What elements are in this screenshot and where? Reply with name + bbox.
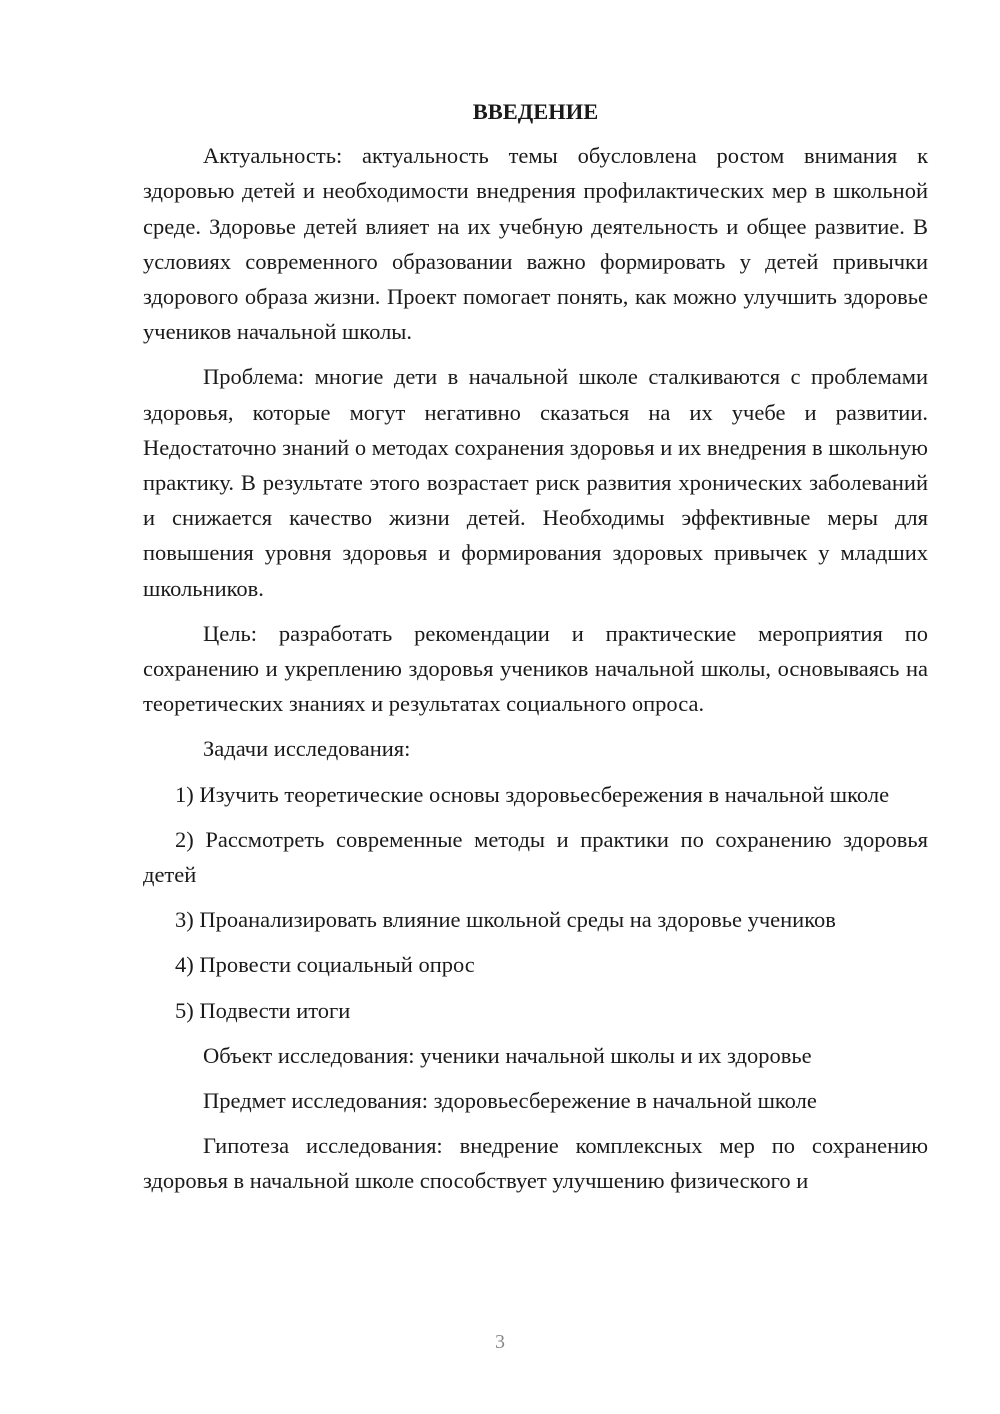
- task-item-5: 5) Подвести итоги: [175, 997, 351, 1023]
- tasks-title: Задачи исследования:: [203, 736, 411, 762]
- page-content: [143, 94, 928, 1209]
- paragraph-relevance: Актуальность: актуальность темы обусловлена ростом внимания к здоровью детей и необходимости внедрения профилактических мер в школьной среде. Здоровье детей влияет на их учебную деятельность и общее развитие. В условиях современного образовании важно формировать у детей привычки здорового образа жизни. Проект помогает понять, как можно улучшить здоровье учеников начальной школы.: [143, 143, 928, 345]
- task-item-1: 1) Изучить теоретические основы здоровьесбережения в начальной школе: [175, 781, 890, 807]
- task-item-2: 2) Рассмотреть современные методы и практики по сохранению здоровья детей: [143, 826, 928, 888]
- research-hypothesis: Гипотеза исследования: внедрение комплексных мер по сохранению здоровья в начальной школе способствует улучшению физического и: [143, 1133, 928, 1194]
- research-object: Объект исследования: ученики начальной школы и их здоровье: [203, 1042, 812, 1068]
- research-subject: Предмет исследования: здоровьесбережение в начальной школе: [203, 1088, 817, 1114]
- section-heading: ВВЕДЕНИЕ: [472, 99, 599, 124]
- task-item-3: 3) Проанализировать влияние школьной среды на здоровье учеников: [175, 907, 836, 933]
- task-item-4: 4) Провести социальный опрос: [175, 952, 475, 978]
- paragraph-problem: Проблема: многие дети в начальной школе сталкиваются с проблемами здоровья, которые могут негативно сказаться на их учебе и развитии. Недостаточно знаний о методах сохранения здоровья и их внедрения в школьную практику. В результате этого возрастает риск развития хронических заболеваний и снижается качество жизни детей. Необходимы эффективные меры для повышения уровня здоровья и формирования здоровых привычек у младших школьников.: [143, 364, 928, 601]
- page-number: 3: [495, 1331, 505, 1353]
- paragraph-goal: Цель: разработать рекомендации и практические мероприятия по сохранению и укреплению здоровья учеников начальной школы, основываясь на теоретических знаниях и результатах социального опроса.: [143, 620, 928, 717]
